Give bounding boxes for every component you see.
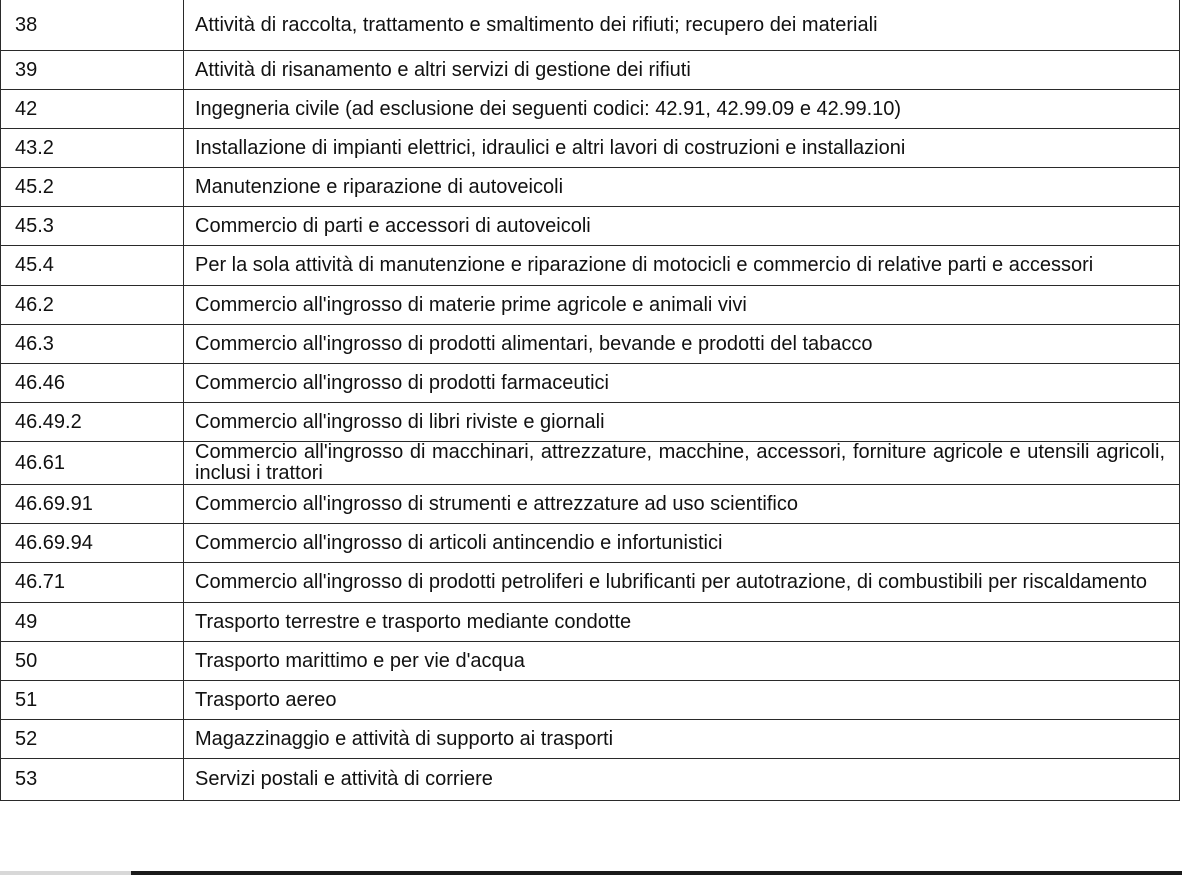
- code-cell: 46.46: [1, 364, 184, 403]
- description-cell: Trasporto terrestre e trasporto mediante condotte: [184, 603, 1180, 642]
- table-row: [1, 720, 1180, 759]
- code-cell: 46.61: [1, 442, 184, 485]
- code-cell: 45.4: [1, 246, 184, 286]
- code-cell: 46.2: [1, 286, 184, 325]
- description-cell: Commercio all'ingrosso di strumenti e attrezzature ad uso scientifico: [184, 485, 1180, 524]
- table-row: [1, 364, 1180, 403]
- table-row: [1, 246, 1180, 286]
- code-cell: 46.69.91: [1, 485, 184, 524]
- code-cell: 38: [1, 0, 184, 51]
- description-cell: Attività di raccolta, trattamento e smaltimento dei rifiuti; recupero dei materiali: [184, 0, 1180, 51]
- code-cell: 50: [1, 642, 184, 681]
- description-cell: Ingegneria civile (ad esclusione dei seguenti codici: 42.91, 42.99.09 e 42.99.10): [184, 90, 1180, 129]
- table-row: [1, 0, 1180, 51]
- table-row: [1, 286, 1180, 325]
- description-cell: Servizi postali e attività di corriere: [184, 759, 1180, 801]
- table-row: [1, 168, 1180, 207]
- code-cell: 49: [1, 603, 184, 642]
- code-cell: 45.3: [1, 207, 184, 246]
- code-cell: 42: [1, 90, 184, 129]
- description-cell: Commercio all'ingrosso di materie prime agricole e animali vivi: [184, 286, 1180, 325]
- scrollbar-track-left: [0, 871, 131, 875]
- table-row: [1, 642, 1180, 681]
- code-cell: 51: [1, 681, 184, 720]
- table-row: [1, 759, 1180, 801]
- description-cell: Installazione di impianti elettrici, idraulici e altri lavori di costruzioni e installazioni: [184, 129, 1180, 168]
- table-row: [1, 129, 1180, 168]
- table-row: [1, 524, 1180, 563]
- description-cell: Commercio all'ingrosso di macchinari, attrezzature, macchine, accessori, forniture agricole e utensili agricoli, inclusi i trattori: [184, 442, 1180, 485]
- code-cell: 46.69.94: [1, 524, 184, 563]
- code-cell: 46.49.2: [1, 403, 184, 442]
- description-cell: Trasporto marittimo e per vie d'acqua: [184, 642, 1180, 681]
- table-row: [1, 207, 1180, 246]
- code-cell: 45.2: [1, 168, 184, 207]
- description-cell: Magazzinaggio e attività di supporto ai trasporti: [184, 720, 1180, 759]
- table-row: [1, 51, 1180, 90]
- description-cell: Commercio all'ingrosso di prodotti petroliferi e lubrificanti per autotrazione, di combustibili per riscaldamento: [184, 563, 1180, 603]
- table-row: [1, 442, 1180, 485]
- description-cell: Commercio all'ingrosso di prodotti alimentari, bevande e prodotti del tabacco: [184, 325, 1180, 364]
- description-cell: Commercio di parti e accessori di autoveicoli: [184, 207, 1180, 246]
- description-cell: Commercio all'ingrosso di prodotti farmaceutici: [184, 364, 1180, 403]
- description-cell: Trasporto aereo: [184, 681, 1180, 720]
- description-cell: Attività di risanamento e altri servizi di gestione dei rifiuti: [184, 51, 1180, 90]
- table-row: [1, 563, 1180, 603]
- table-row: [1, 90, 1180, 129]
- table-row: [1, 681, 1180, 720]
- code-cell: 46.71: [1, 563, 184, 603]
- table-row: [1, 325, 1180, 364]
- description-cell: Commercio all'ingrosso di articoli antincendio e infortunistici: [184, 524, 1180, 563]
- table-row: [1, 603, 1180, 642]
- table-row: [1, 403, 1180, 442]
- horizontal-scrollbar[interactable]: [131, 871, 1182, 875]
- code-cell: 46.3: [1, 325, 184, 364]
- code-cell: 52: [1, 720, 184, 759]
- table-row: [1, 485, 1180, 524]
- code-cell: 39: [1, 51, 184, 90]
- description-cell: Commercio all'ingrosso di libri riviste e giornali: [184, 403, 1180, 442]
- description-cell: Manutenzione e riparazione di autoveicoli: [184, 168, 1180, 207]
- code-cell: 43.2: [1, 129, 184, 168]
- description-cell: Per la sola attività di manutenzione e riparazione di motocicli e commercio di relative parti e accessori: [184, 246, 1180, 286]
- code-cell: 53: [1, 759, 184, 801]
